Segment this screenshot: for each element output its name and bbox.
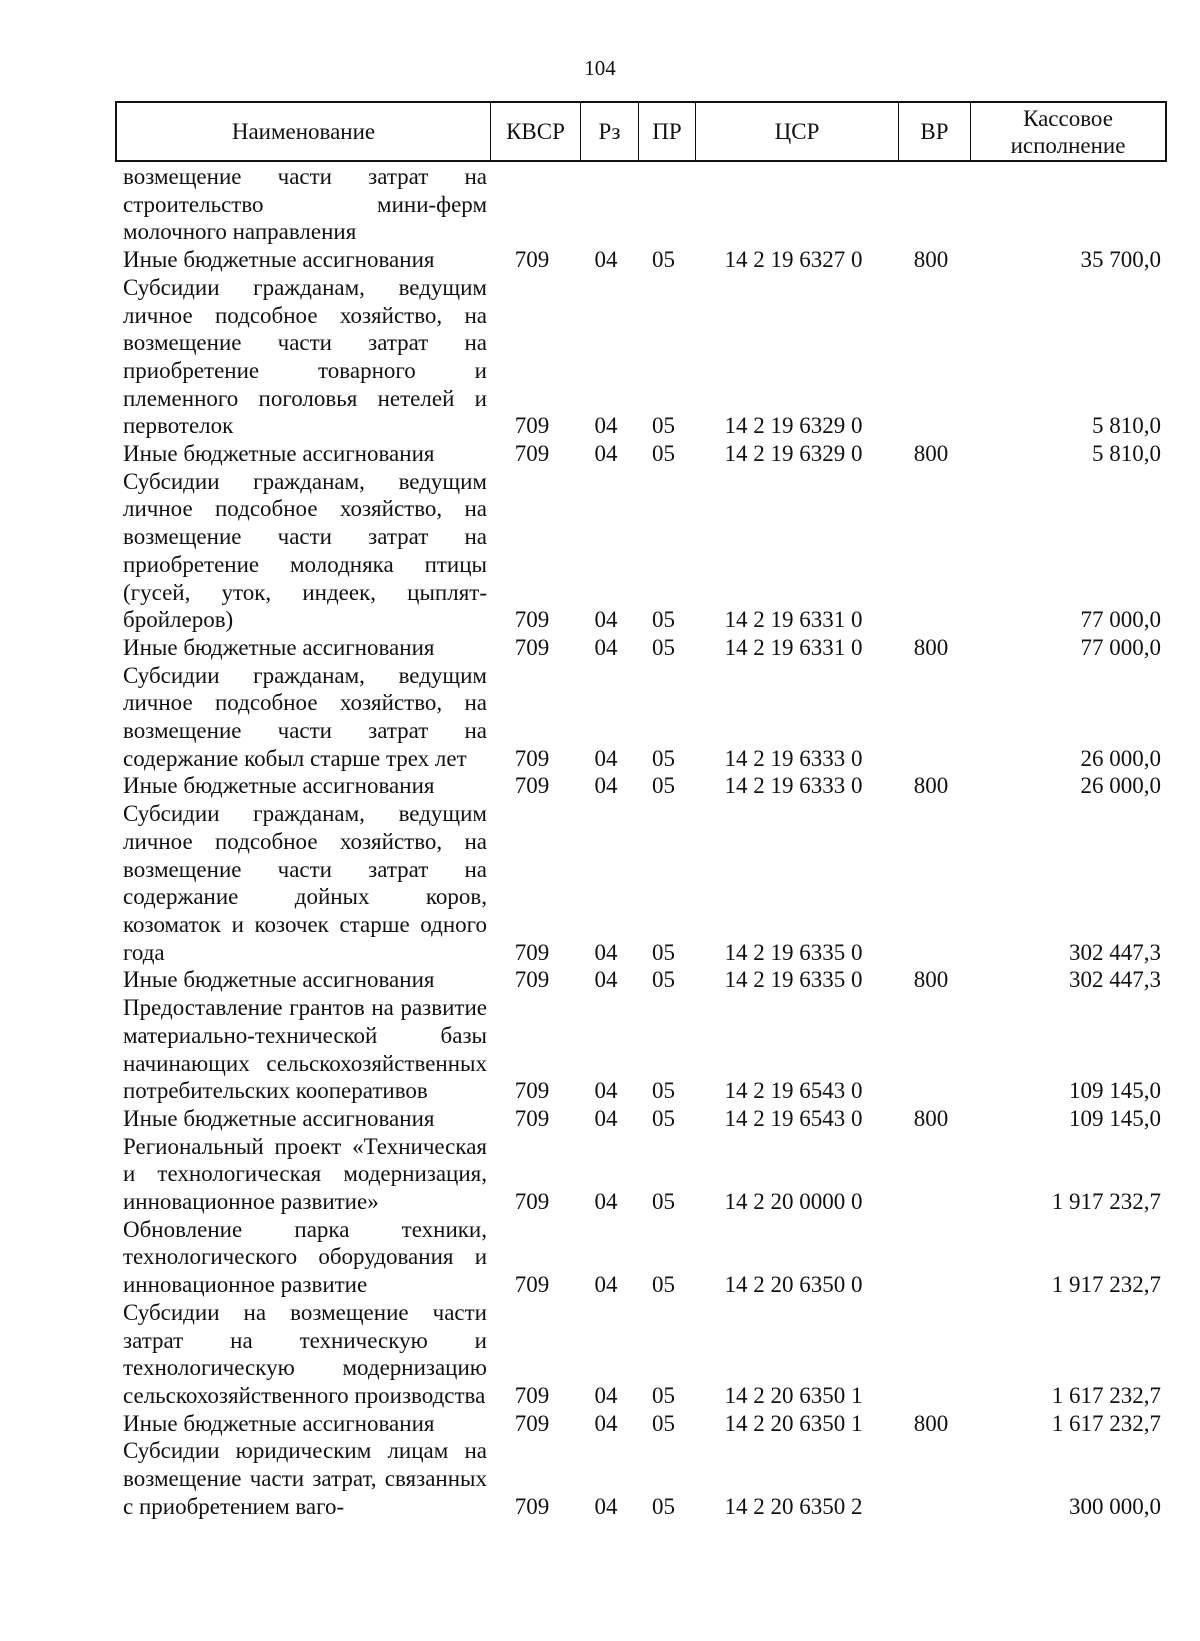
table-row — [123, 468, 1163, 634]
row-amount: 109 145,0 — [1069, 1105, 1161, 1131]
row-kvsr: 709 — [514, 967, 550, 993]
table-header — [115, 101, 1167, 162]
header-name: Наименование — [117, 103, 491, 160]
row-pr: 05 — [652, 247, 675, 273]
row-csr: 14 2 20 0000 0 — [724, 1189, 863, 1215]
row-amount: 109 145,0 — [1069, 1078, 1161, 1104]
row-name: Субсидии гражданам, ведущим личное подсобное хозяйство, на возмещение части затрат на приобретение товарного и племенного поголовья нетелей и первотелок — [123, 274, 487, 439]
row-kvsr: 709 — [514, 1410, 550, 1436]
row-vr: 800 — [913, 634, 949, 660]
row-amount: 302 447,3 — [1069, 967, 1161, 993]
header-csr: ЦСР — [696, 103, 899, 160]
row-amount: 1 617 232,7 — [1051, 1382, 1161, 1408]
table-row — [123, 274, 1163, 440]
row-csr: 14 2 19 6543 0 — [724, 1078, 863, 1104]
table-row — [123, 440, 1163, 468]
row-csr: 14 2 20 6350 0 — [724, 1272, 863, 1298]
table-row — [123, 1216, 1163, 1299]
row-kvsr: 709 — [514, 1078, 550, 1104]
row-rz: 04 — [594, 773, 618, 799]
row-kvsr: 709 — [514, 634, 550, 660]
row-rz: 04 — [594, 1105, 618, 1131]
table-row — [123, 966, 1163, 994]
row-name: Обновление парка техники, технологического оборудования и инновационное развитие — [123, 1216, 487, 1298]
row-name: Субсидии гражданам, ведущим личное подсобное хозяйство, на возмещение части затрат на приобретение молодняка птицы (гусей, уток, индеек, цыплят-бройлеров) — [123, 468, 487, 633]
row-name: Иные бюджетные ассигнования — [123, 1105, 435, 1131]
table-body — [123, 163, 1163, 1520]
row-rz: 04 — [594, 1410, 618, 1436]
row-rz: 04 — [594, 607, 618, 633]
header-kvsr: КВСР — [491, 103, 581, 160]
row-pr: 05 — [652, 1410, 675, 1436]
row-name: Предоставление грантов на развитие материально-технической базы начинающих сельскохозяйственных потребительских кооперативов — [123, 995, 487, 1104]
row-kvsr: 709 — [514, 773, 550, 799]
table-row — [123, 994, 1163, 1105]
row-rz: 04 — [594, 745, 618, 771]
row-rz: 04 — [594, 1382, 618, 1408]
row-amount: 1 917 232,7 — [1051, 1189, 1161, 1215]
row-name: Иные бюджетные ассигнования — [123, 967, 435, 993]
row-name: Иные бюджетные ассигнования — [123, 441, 435, 467]
table-row — [123, 662, 1163, 773]
row-csr: 14 2 19 6335 0 — [724, 967, 863, 993]
row-pr: 05 — [652, 939, 675, 965]
row-pr: 05 — [652, 1078, 675, 1104]
header-pr: ПР — [639, 103, 696, 160]
table-row — [123, 1410, 1163, 1438]
row-kvsr: 709 — [514, 1272, 550, 1298]
row-csr: 14 2 19 6333 0 — [724, 745, 863, 771]
row-amount: 77 000,0 — [1080, 634, 1161, 660]
row-pr: 05 — [652, 1272, 675, 1298]
row-name: Региональный проект «Техническая и технологическая модернизация, инновационное развитие» — [123, 1133, 487, 1215]
row-kvsr: 709 — [514, 1382, 550, 1408]
row-csr: 14 2 20 6350 2 — [724, 1493, 863, 1519]
row-rz: 04 — [594, 634, 618, 660]
row-amount: 77 000,0 — [1080, 607, 1161, 633]
row-rz: 04 — [594, 1189, 618, 1215]
row-rz: 04 — [594, 1272, 618, 1298]
table-row — [123, 800, 1163, 966]
row-vr: 800 — [913, 773, 949, 799]
row-pr: 05 — [652, 745, 675, 771]
row-amount: 300 000,0 — [1069, 1493, 1161, 1519]
row-pr: 05 — [652, 607, 675, 633]
row-pr: 05 — [652, 1105, 675, 1131]
table-row — [123, 1133, 1163, 1216]
row-name: Субсидии юридическим лицам на возмещение части затрат, связанных с приобретением ваго- — [123, 1438, 487, 1519]
row-kvsr: 709 — [514, 441, 550, 467]
row-kvsr: 709 — [514, 939, 550, 965]
row-pr: 05 — [652, 413, 675, 439]
row-csr: 14 2 19 6329 0 — [724, 441, 863, 467]
row-csr: 14 2 19 6335 0 — [724, 939, 863, 965]
row-pr: 05 — [652, 634, 675, 660]
table-row — [123, 1105, 1163, 1133]
row-name: Субсидии гражданам, ведущим личное подсобное хозяйство, на возмещение части затрат на содержание кобыл старше трех лет — [123, 662, 487, 771]
row-amount: 35 700,0 — [1080, 247, 1161, 273]
row-csr: 14 2 19 6543 0 — [724, 1105, 863, 1131]
row-name: Иные бюджетные ассигнования — [123, 247, 435, 273]
row-amount: 5 810,0 — [1092, 413, 1161, 439]
row-name: возмещение части затрат на строительство мини-ферм молочного направления — [123, 164, 487, 245]
row-kvsr: 709 — [514, 1189, 550, 1215]
row-rz: 04 — [594, 967, 618, 993]
table-row — [123, 1299, 1163, 1410]
row-vr: 800 — [913, 967, 949, 993]
row-name: Иные бюджетные ассигнования — [123, 1410, 435, 1436]
row-amount: 302 447,3 — [1069, 939, 1161, 965]
row-csr: 14 2 19 6333 0 — [724, 773, 863, 799]
row-vr: 800 — [913, 441, 949, 467]
row-vr: 800 — [913, 1410, 949, 1436]
row-pr: 05 — [652, 1493, 675, 1519]
row-kvsr: 709 — [514, 1105, 550, 1131]
row-csr: 14 2 19 6327 0 — [724, 247, 863, 273]
row-amount: 26 000,0 — [1080, 773, 1161, 799]
table-row — [123, 634, 1163, 662]
row-csr: 14 2 20 6350 1 — [724, 1382, 863, 1408]
row-name: Иные бюджетные ассигнования — [123, 634, 435, 660]
row-kvsr: 709 — [514, 745, 550, 771]
row-name: Иные бюджетные ассигнования — [123, 773, 435, 799]
row-name: Субсидии на возмещение части затрат на техническую и технологическую модернизацию сельскохозяйственного производства — [123, 1299, 487, 1408]
header-rz: Рз — [581, 103, 639, 160]
row-rz: 04 — [594, 413, 618, 439]
row-kvsr: 709 — [514, 607, 550, 633]
row-amount: 1 917 232,7 — [1051, 1272, 1161, 1298]
page-number: 104 — [584, 56, 616, 80]
row-pr: 05 — [652, 967, 675, 993]
row-rz: 04 — [594, 1078, 618, 1104]
header-vr: ВР — [899, 103, 971, 160]
row-pr: 05 — [652, 1189, 675, 1215]
row-kvsr: 709 — [514, 413, 550, 439]
row-csr: 14 2 19 6331 0 — [724, 634, 863, 660]
row-pr: 05 — [652, 1382, 675, 1408]
row-rz: 04 — [594, 247, 618, 273]
row-amount: 1 617 232,7 — [1051, 1410, 1161, 1436]
row-pr: 05 — [652, 773, 675, 799]
row-csr: 14 2 19 6331 0 — [724, 607, 863, 633]
table-row — [123, 772, 1163, 800]
row-rz: 04 — [594, 1493, 618, 1519]
row-vr: 800 — [913, 247, 949, 273]
row-name: Субсидии гражданам, ведущим личное подсобное хозяйство, на возмещение части затрат на содержание дойных коров, козоматок и козочек старше одного года — [123, 801, 487, 965]
row-kvsr: 709 — [514, 1493, 550, 1519]
row-pr: 05 — [652, 441, 675, 467]
row-csr: 14 2 19 6329 0 — [724, 413, 863, 439]
header-kassovoe: Кассовое исполнение — [1010, 105, 1126, 158]
table-row — [123, 246, 1163, 274]
row-kvsr: 709 — [514, 247, 550, 273]
row-csr: 14 2 20 6350 1 — [724, 1410, 863, 1436]
row-amount: 26 000,0 — [1080, 745, 1161, 771]
table-row — [123, 1437, 1163, 1520]
row-rz: 04 — [594, 441, 618, 467]
row-amount: 5 810,0 — [1092, 441, 1161, 467]
row-rz: 04 — [594, 939, 618, 965]
row-vr: 800 — [913, 1105, 949, 1131]
table-row — [123, 163, 1163, 246]
